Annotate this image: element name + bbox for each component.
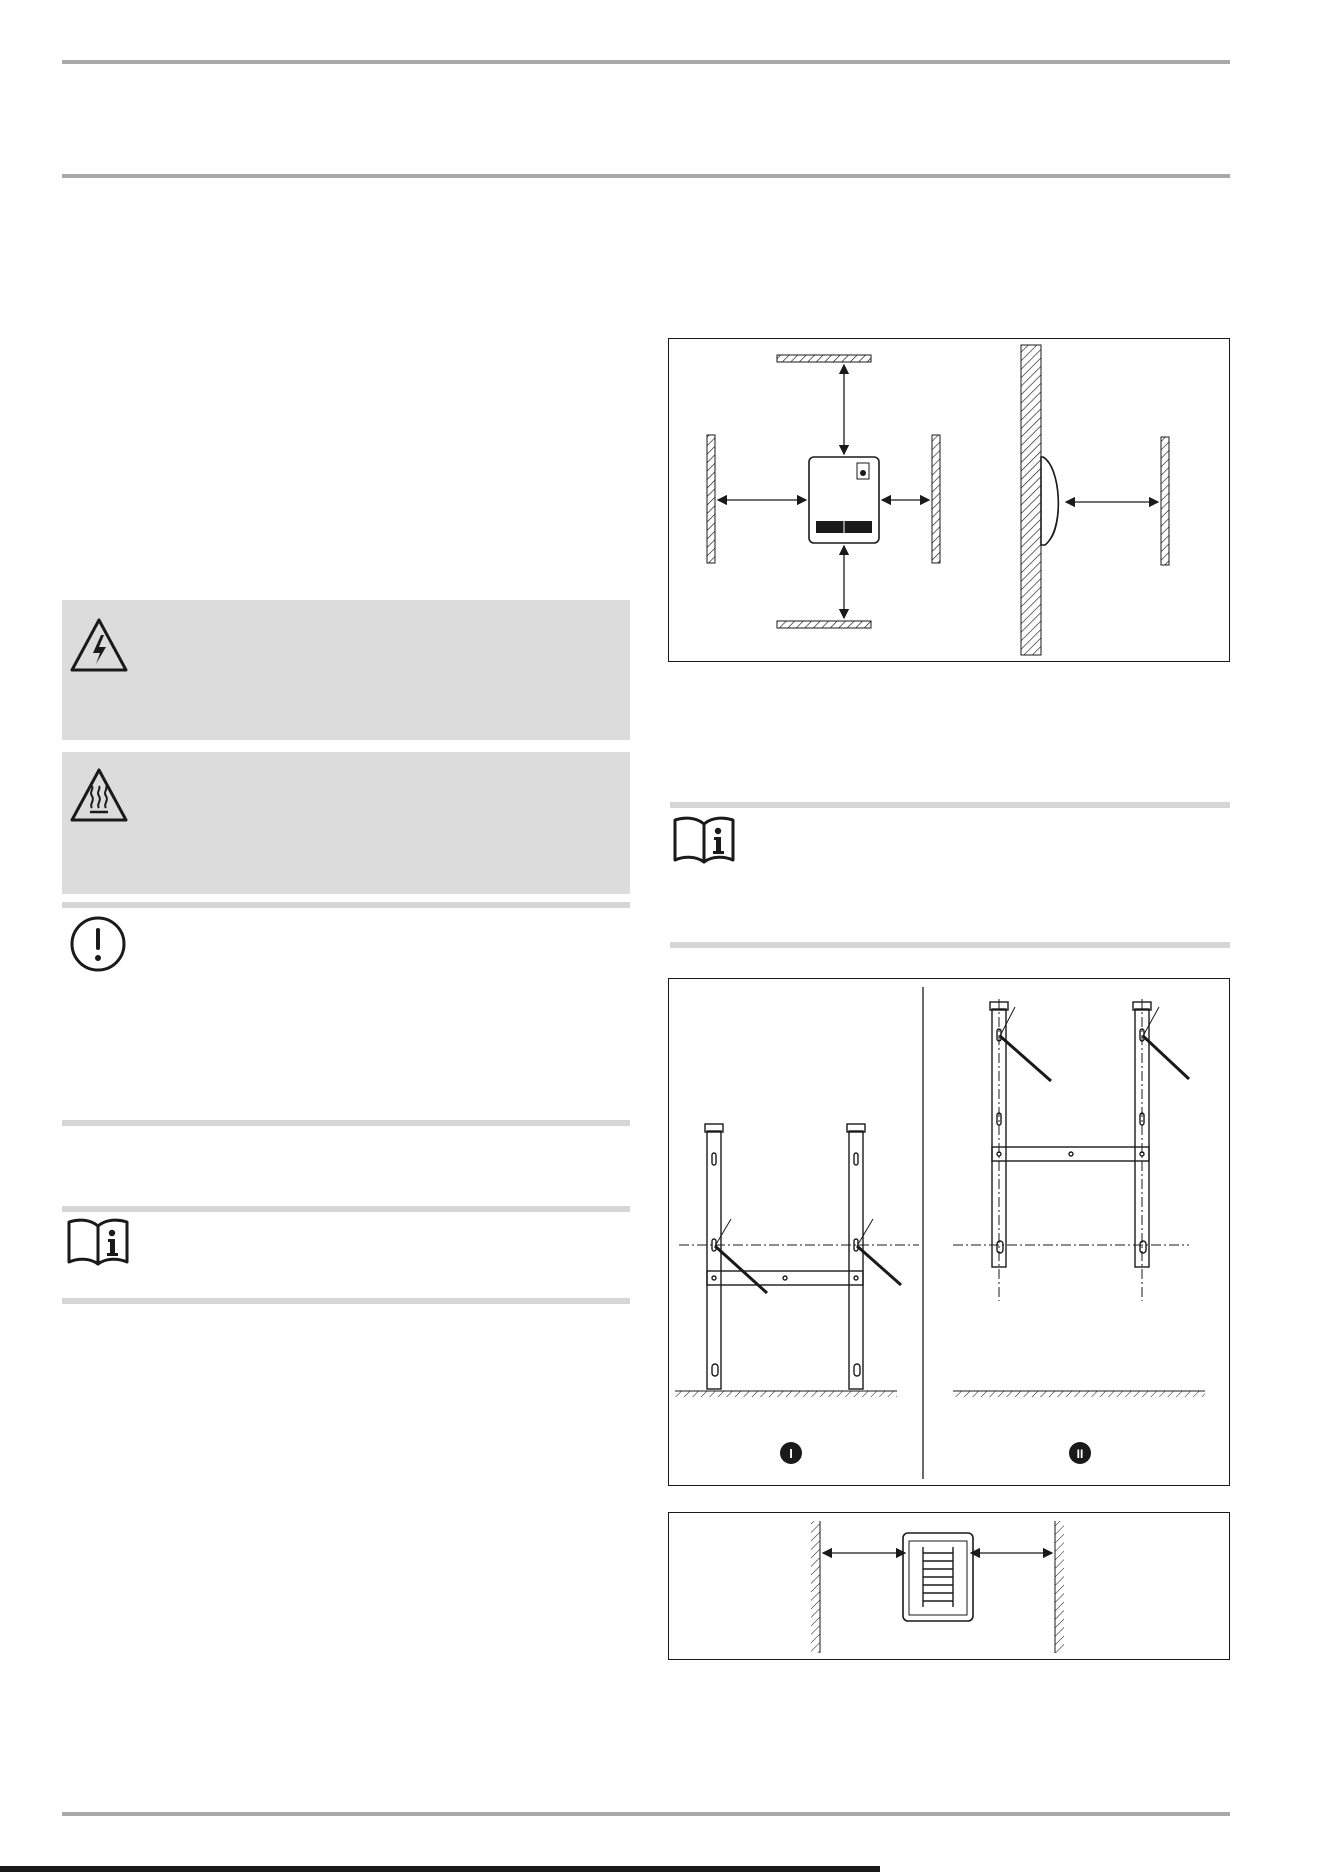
header-top-rule [62,60,1230,64]
footer-rule [62,1812,1230,1816]
minimum-clearances-figure [668,338,1230,662]
exclamation-circle-icon [68,914,128,974]
material-damage-bottom-rule [62,1120,630,1126]
right-note-top-rule [670,802,1230,808]
step-one-label: I [789,1446,793,1461]
right-note-bottom-rule [670,942,1230,948]
electric-shock-warning-icon [68,616,130,674]
note-bottom-rule [62,1298,630,1304]
step-two-label: II [1076,1447,1084,1461]
read-manual-icon [64,1216,132,1266]
read-manual-icon [670,814,738,864]
material-damage-top-rule [62,902,630,908]
footer-strip [0,1866,880,1872]
wall-bracket-mounting-figure [668,978,1230,1486]
danger-hot-surface-notice [62,752,630,894]
bracket-step-two [990,1002,1189,1267]
header-bottom-rule [62,174,1230,178]
top-view-clearance-figure [668,1512,1230,1660]
danger-electrical-notice [62,600,630,740]
hot-surface-warning-icon [68,766,130,824]
bracket-step-one [705,1124,901,1389]
note-top-rule [62,1206,630,1212]
